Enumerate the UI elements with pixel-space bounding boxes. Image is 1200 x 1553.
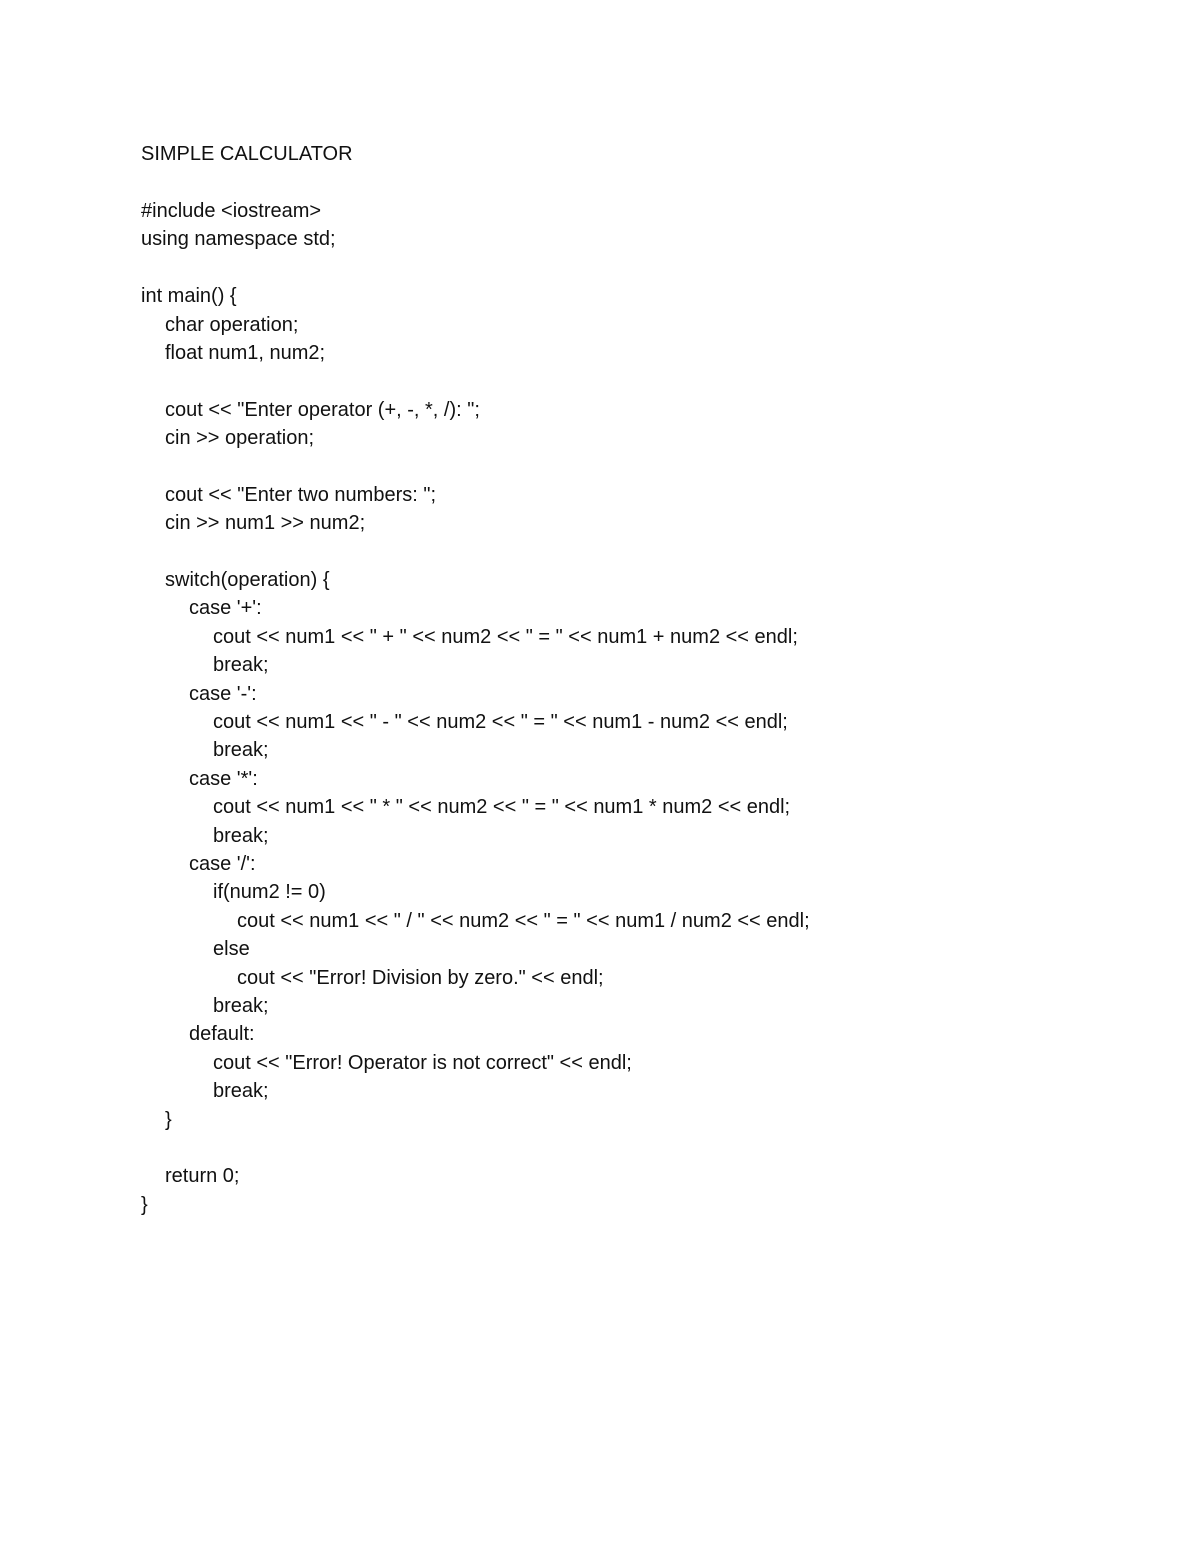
code-line: cout << num1 << " * " << num2 << " = " << num1 * num2 << endl; xyxy=(213,796,791,819)
code-line: } xyxy=(141,1193,148,1216)
code-line: case '*': xyxy=(189,767,258,790)
code-line: break; xyxy=(213,654,269,677)
blank-line xyxy=(141,254,810,282)
code-line: break; xyxy=(213,994,269,1017)
code-line: int main() { xyxy=(141,285,237,308)
code-line: switch(operation) { xyxy=(165,569,330,592)
code-line: float num1, num2; xyxy=(165,341,326,364)
code-line: return 0; xyxy=(165,1165,240,1188)
blank-line xyxy=(141,453,810,481)
blank-line xyxy=(141,538,810,566)
code-line: else xyxy=(213,938,250,961)
code-line: break; xyxy=(213,1080,269,1103)
code-line: case '/': xyxy=(189,852,256,875)
code-line: case '+': xyxy=(189,597,262,620)
code-line: cout << "Enter operator (+, -, *, /): "; xyxy=(165,398,480,421)
code-line: if(num2 != 0) xyxy=(213,881,326,904)
code-line: cout << "Error! Operator is not correct" << endl; xyxy=(213,1051,632,1074)
code-line: #include <iostream> xyxy=(141,200,322,222)
code-line: cout << "Error! Division by zero." << endl; xyxy=(237,966,604,989)
code-line: cout << "Enter two numbers: "; xyxy=(165,483,436,506)
code-line: default: xyxy=(189,1023,255,1046)
code-line: cin >> num1 >> num2; xyxy=(165,512,366,535)
code-line: break; xyxy=(213,739,269,762)
code-line: cout << num1 << " - " << num2 << " = " << num1 - num2 << endl; xyxy=(213,711,788,734)
blank-line xyxy=(141,1134,810,1162)
code-line: cout << num1 << " / " << num2 << " = " << num1 / num2 << endl; xyxy=(237,909,810,932)
code-line: cout << num1 << " + " << num2 << " = " << num1 + num2 << endl; xyxy=(213,625,798,648)
code-line: case '-': xyxy=(189,682,257,705)
code-line: char operation; xyxy=(165,313,299,336)
code-block xyxy=(141,197,810,1219)
code-line: } xyxy=(165,1108,172,1131)
document-title: SIMPLE CALCULATOR xyxy=(141,143,353,165)
blank-line xyxy=(141,367,810,395)
code-line: using namespace std; xyxy=(141,228,336,251)
code-line: cin >> operation; xyxy=(165,427,314,450)
code-line: break; xyxy=(213,824,269,847)
